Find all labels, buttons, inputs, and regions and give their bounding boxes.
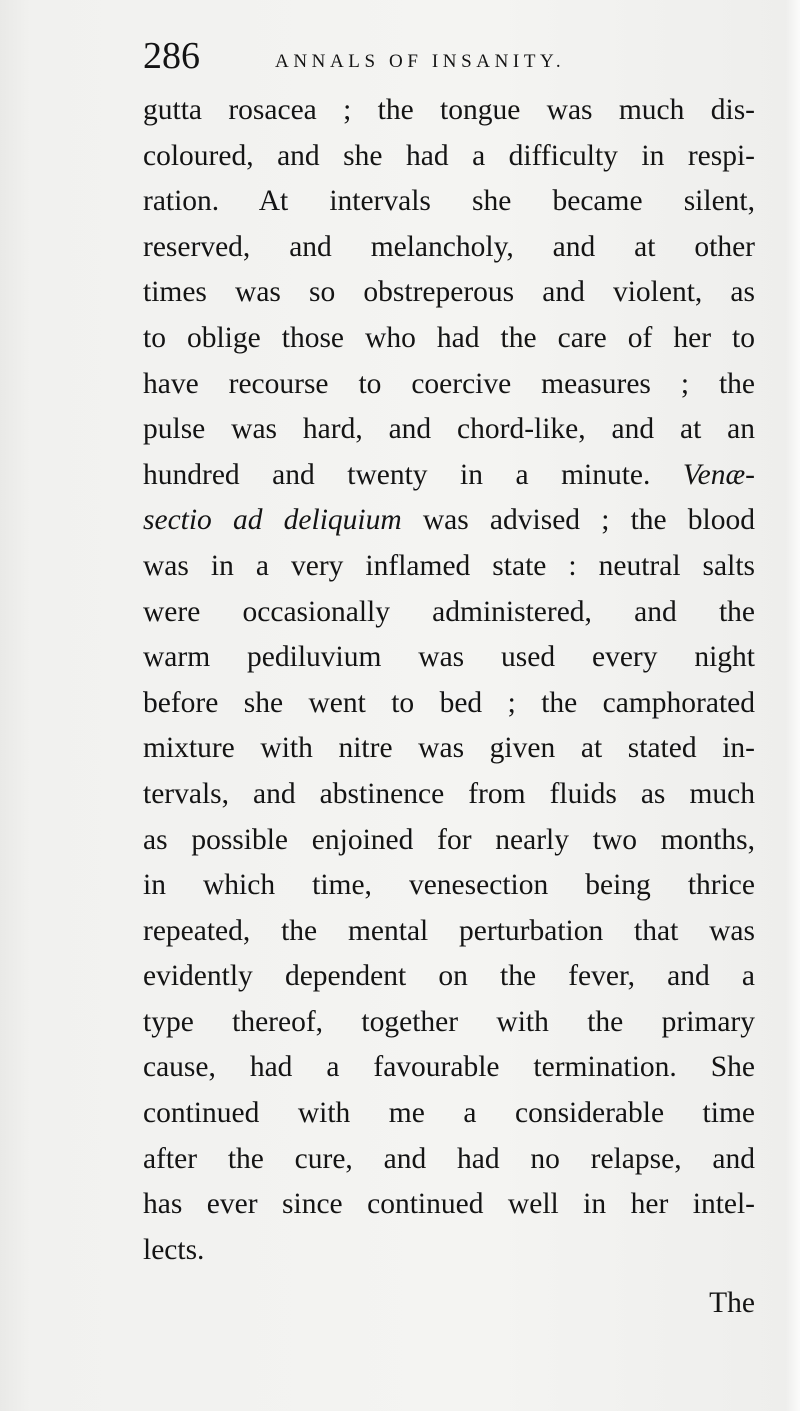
catchword: The — [709, 1287, 755, 1319]
body-text — [143, 88, 755, 1273]
text-line: tervals, and abstinence from fluids as much — [143, 777, 755, 810]
italic-text: Venæ- — [682, 458, 755, 491]
text-line: type thereof, together with the primary — [143, 1005, 755, 1038]
text-line: repeated, the mental perturbation that was — [143, 914, 755, 947]
text-line: ration. At intervals she became silent, — [143, 185, 755, 218]
text-line: hundred and twenty in a minute. Venæ- — [143, 458, 755, 491]
text-line: was in a very inflamed state : neutral salts — [143, 549, 755, 582]
text-line: lects. — [143, 1233, 205, 1266]
text-line: as possible enjoined for nearly two months, — [143, 823, 755, 856]
text-line: coloured, and she had a difficulty in respi- — [143, 139, 755, 172]
text-line: cause, had a favourable termination. She — [143, 1051, 755, 1084]
text-line: in which time, venesection being thrice — [143, 869, 755, 902]
text-line: after the cure, and had no relapse, and — [143, 1142, 755, 1175]
text-line: has ever since continued well in her intel- — [143, 1188, 755, 1221]
page-number: 286 — [143, 35, 200, 77]
text-line: times was so obstreperous and violent, as — [143, 276, 755, 309]
text-line: warm pediluvium was used every night — [143, 641, 755, 674]
text-line: continued with me a considerable time — [143, 1097, 755, 1130]
page-edge-shadow — [786, 0, 800, 1411]
text-line: mixture with nitre was given at stated in- — [143, 732, 755, 765]
text-line: before she went to bed ; the camphorated — [143, 686, 755, 719]
text-line: to oblige those who had the care of her to — [143, 321, 755, 354]
italic-text: sectio ad deliquium — [143, 504, 402, 537]
text-line: sectio ad deliquium was advised ; the blood — [143, 504, 756, 537]
text-line: evidently dependent on the fever, and a — [143, 960, 755, 993]
text-line: reserved, and melancholy, and at other — [143, 230, 755, 263]
text-line: have recourse to coercive measures ; the — [143, 367, 755, 400]
text-line: pulse was hard, and chord-like, and at an — [143, 413, 755, 446]
page-header — [143, 32, 755, 80]
text-line: were occasionally administered, and the — [143, 595, 755, 628]
text-line: gutta rosacea ; the tongue was much dis- — [143, 94, 755, 126]
running-title: ANNALS OF INSANITY. — [275, 51, 566, 72]
